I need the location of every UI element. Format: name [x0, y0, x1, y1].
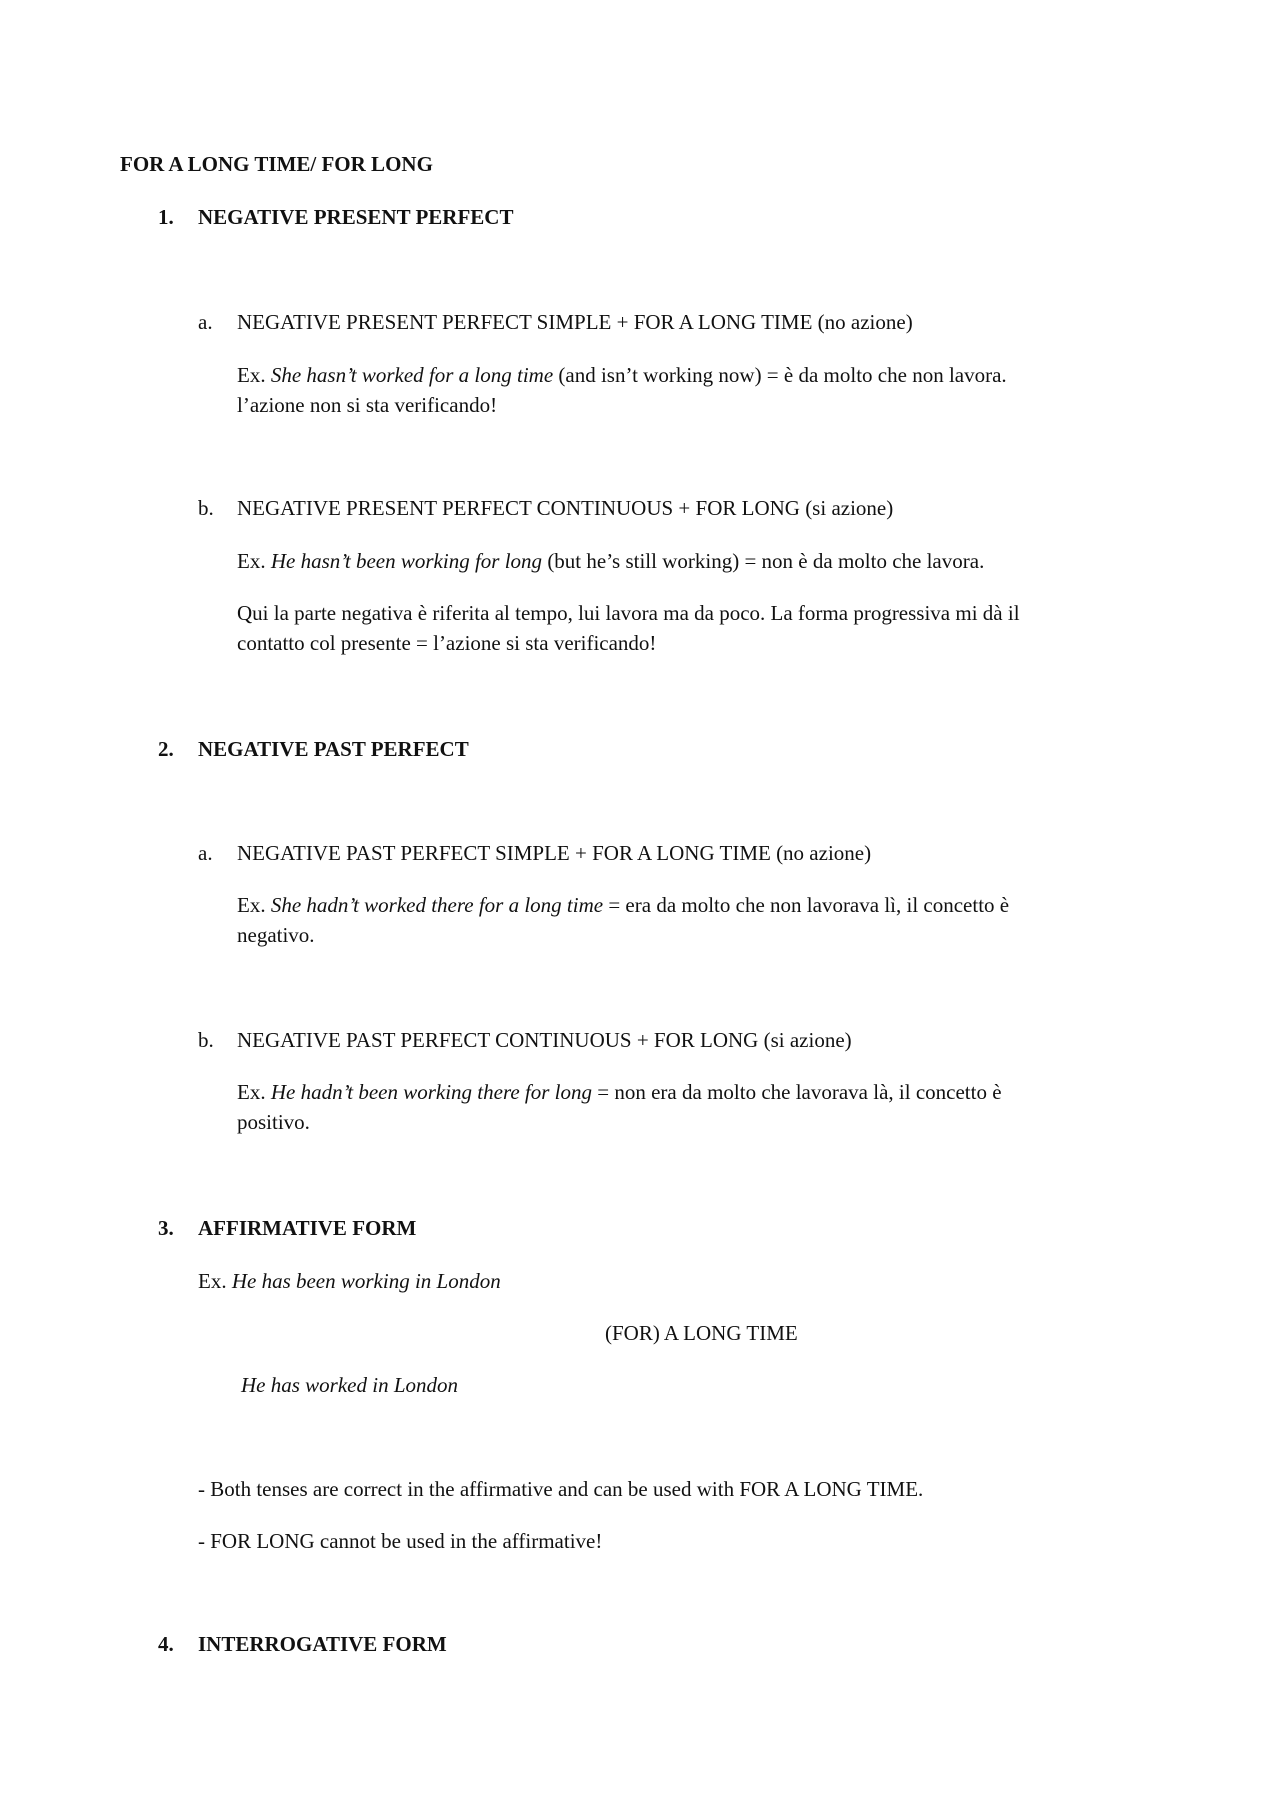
item-2a-example [237, 890, 1009, 920]
item-2b-heading: NEGATIVE PAST PERFECT CONTINUOUS + FOR LONG (si azione) [237, 1028, 852, 1052]
ex-sentence: He hadn’t been working there for long [270, 1080, 593, 1104]
ex-explanation: = era da molto che non lavorava lì, il concetto è [603, 893, 1010, 917]
ex-sentence: She hadn’t worked there for a long time [270, 893, 604, 917]
ex-explanation: (and isn’t working now) = è da molto che non lavora. [553, 363, 1007, 387]
item-1a-letter: a. [198, 310, 213, 334]
ex-prefix: Ex. [198, 1269, 227, 1293]
ex-sentence: He has worked in London [241, 1373, 458, 1397]
item-2b-example [237, 1077, 1002, 1107]
item-2b-example-line2: positivo. [237, 1110, 310, 1134]
section-4-heading: INTERROGATIVE FORM [198, 1632, 447, 1656]
section-1-heading: NEGATIVE PRESENT PERFECT [198, 205, 514, 229]
item-1b-note-line1: Qui la parte negativa è riferita al tempo, lui lavora ma da poco. La forma progressiva mi dà il [237, 601, 1020, 625]
item-1b-letter: b. [198, 496, 214, 520]
ex-prefix: Ex. [237, 893, 266, 917]
section-3-example [198, 1266, 501, 1296]
item-1b-example [237, 546, 984, 576]
section-4-number: 4. [158, 1632, 174, 1656]
ex-prefix: Ex. [237, 1080, 266, 1104]
ex-sentence: He has been working in London [231, 1269, 501, 1293]
item-2a-example-line2: negativo. [237, 923, 315, 947]
item-2a-heading: NEGATIVE PAST PERFECT SIMPLE + FOR A LONG TIME (no azione) [237, 841, 872, 865]
item-2a-letter: a. [198, 841, 213, 865]
section-3-number: 3. [158, 1216, 174, 1240]
item-1b-note-line2: contatto col presente = l’azione si sta verificando! [237, 631, 657, 655]
section-2-number: 2. [158, 737, 174, 761]
item-1a-example-line2: l’azione non si sta verificando! [237, 393, 498, 417]
bullet-note: - FOR LONG cannot be used in the affirmative! [198, 1529, 603, 1553]
ex-sentence: She hasn’t worked for a long time [270, 363, 554, 387]
ex-prefix: Ex. [237, 549, 266, 573]
ex-explanation: = non era da molto che lavorava là, il concetto è [592, 1080, 1002, 1104]
item-1a-example [237, 360, 1007, 390]
section-3-heading: AFFIRMATIVE FORM [198, 1216, 417, 1240]
section-3-center-phrase: (FOR) A LONG TIME [605, 1321, 798, 1345]
section-3-example-2 [241, 1370, 458, 1400]
document-title: FOR A LONG TIME/ FOR LONG [120, 152, 433, 176]
bullet-note: - Both tenses are correct in the affirmative and can be used with FOR A LONG TIME. [198, 1477, 924, 1501]
ex-explanation: (but he’s still working) = non è da molto che lavora. [542, 549, 985, 573]
section-1-number: 1. [158, 205, 174, 229]
ex-prefix: Ex. [237, 363, 266, 387]
section-2-heading: NEGATIVE PAST PERFECT [198, 737, 469, 761]
ex-sentence: He hasn’t been working for long [270, 549, 543, 573]
item-1b-heading: NEGATIVE PRESENT PERFECT CONTINUOUS + FOR LONG (si azione) [237, 496, 894, 520]
item-1a-heading: NEGATIVE PRESENT PERFECT SIMPLE + FOR A LONG TIME (no azione) [237, 310, 913, 334]
item-2b-letter: b. [198, 1028, 214, 1052]
